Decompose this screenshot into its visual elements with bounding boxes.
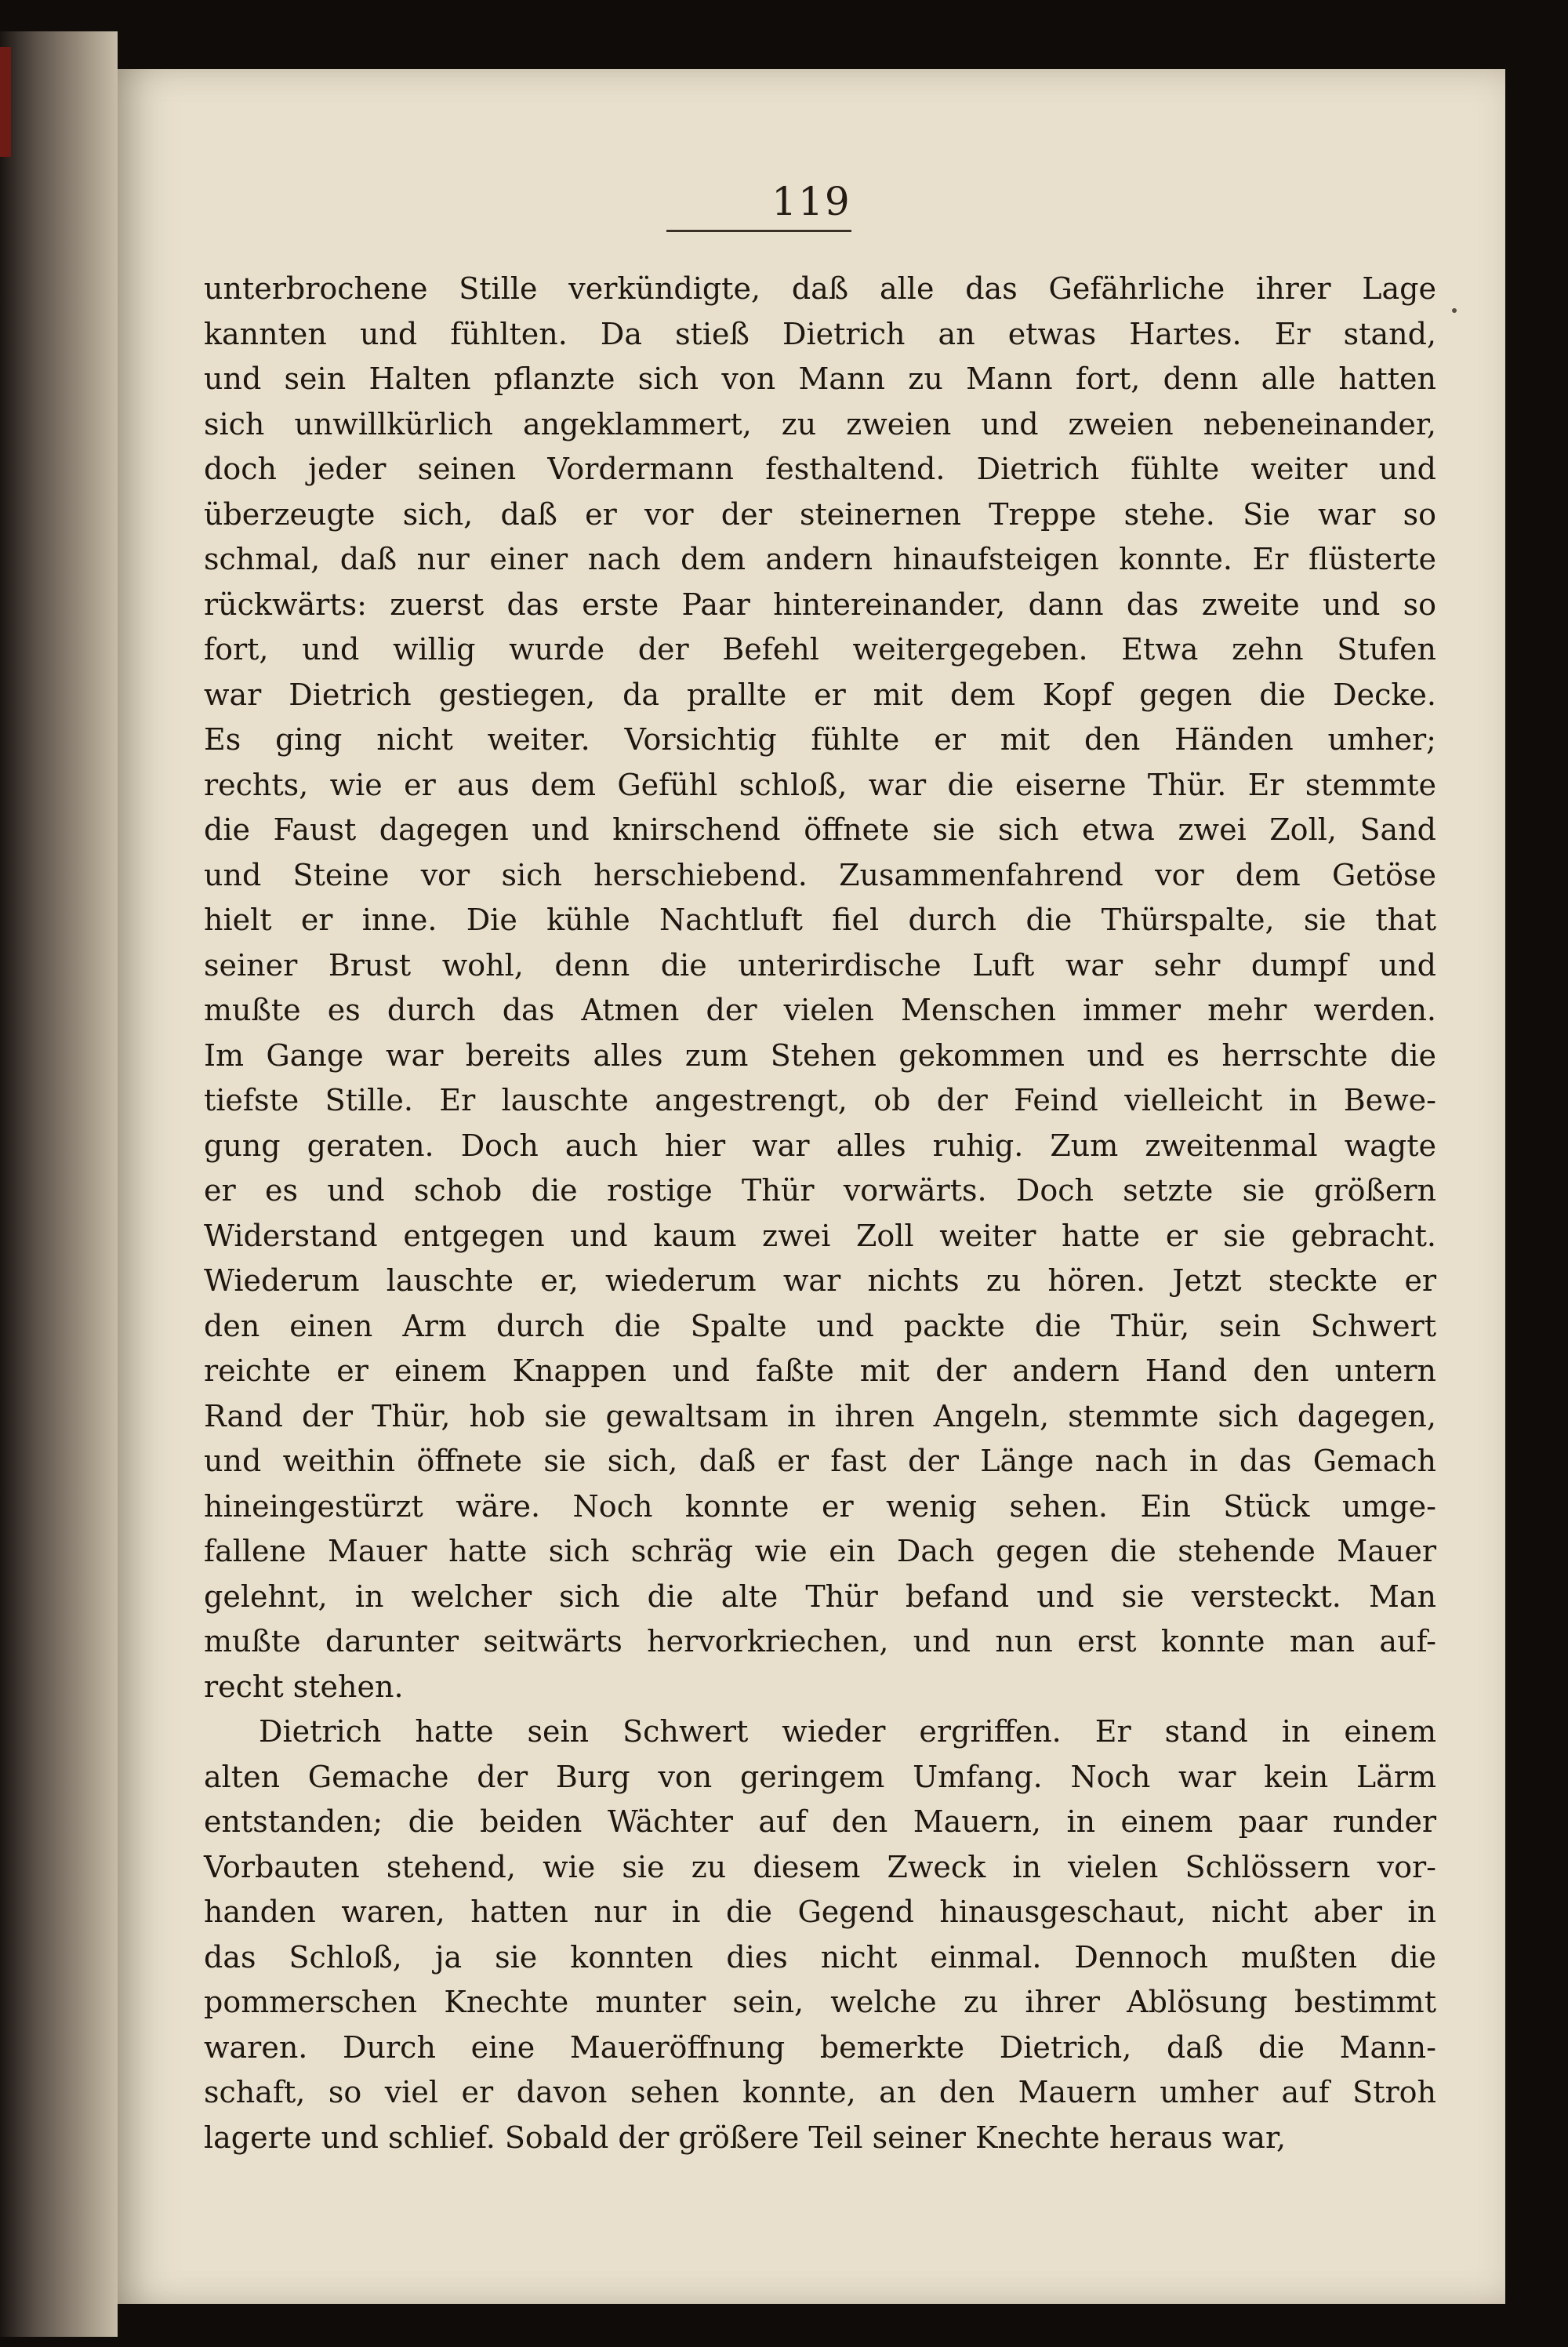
text-line: Dietrich hatte sein Schwert wieder ergriffen. Er stand in einem	[259, 1714, 1436, 1749]
text-line: unterbrochene Stille verkündigte, daß alle das Gefährliche ihrer Lage	[204, 271, 1436, 306]
text-line: recht stehen.	[204, 1669, 404, 1704]
text-line: doch jeder seinen Vordermann festhaltend. Dietrich fühlte weiter und	[204, 452, 1436, 486]
book-page	[118, 69, 1505, 2304]
paragraph	[204, 1709, 1436, 2160]
binding-edge-mark	[0, 47, 11, 157]
text-line: gelehnt, in welcher sich die alte Thür befand und sie versteckt. Man	[204, 1579, 1436, 1614]
text-line: rechts, wie er aus dem Gefühl schloß, war die eiserne Thür. Er stemmte	[204, 767, 1436, 802]
text-line: hineingestürzt wäre. Noch konnte er wenig sehen. Ein Stück umge-	[204, 1488, 1436, 1524]
text-line: und Steine vor sich herschiebend. Zusammenfahrend vor dem Getöse	[204, 857, 1436, 892]
text-line: kannten und fühlten. Da stieß Dietrich an etwas Hartes. Er stand,	[204, 316, 1436, 351]
text-line: Rand der Thür, hob sie gewaltsam in ihren Angeln, stemmte sich dagegen,	[204, 1398, 1436, 1433]
body-text	[204, 267, 1436, 2160]
text-line: rückwärts: zuerst das erste Paar hintereinander, dann das zweite und so	[204, 587, 1436, 622]
text-line: lagerte und schlief. Sobald der größere Teil seiner Knechte heraus war,	[204, 2120, 1287, 2155]
text-line: schaft, so viel er davon sehen konnte, an den Mauern umher auf Stroh	[204, 2075, 1436, 2109]
text-line: Vorbauten stehend, wie sie zu diesem Zweck in vielen Schlössern vor-	[204, 1849, 1436, 1884]
text-line: das Schloß, ja sie konnten dies nicht einmal. Dennoch mußten die	[204, 1939, 1436, 1975]
text-line: sich unwillkürlich angeklammert, zu zweien und zweien nebeneinander,	[204, 406, 1436, 441]
text-line: mußte es durch das Atmen der vielen Menschen immer mehr werden.	[204, 993, 1436, 1027]
text-line: schmal, daß nur einer nach dem andern hinaufsteigen konnte. Er flüsterte	[204, 542, 1436, 576]
text-line: gung geraten. Doch auch hier war alles ruhig. Zum zweitenmal wagte	[204, 1128, 1436, 1163]
text-line: überzeugte sich, daß er vor der steinernen Treppe stehe. Sie war so	[204, 496, 1436, 532]
text-line: handen waren, hatten nur in die Gegend hinausgeschaut, nicht aber in	[204, 1895, 1436, 1929]
paragraph	[204, 267, 1436, 1709]
text-line: und weithin öffnete sie sich, daß er fast der Länge nach in das Gemach	[204, 1444, 1436, 1478]
page-number: 119	[771, 179, 851, 224]
text-line: er es und schob die rostige Thür vorwärts. Doch setzte sie größern	[204, 1173, 1436, 1208]
text-line: waren. Durch eine Maueröffnung bemerkte Dietrich, daß die Mann-	[204, 2029, 1436, 2065]
book-binding	[0, 31, 118, 2337]
text-line: fallene Mauer hatte sich schräg wie ein Dach gegen die stehende Mauer	[204, 1534, 1436, 1568]
text-line: reichte er einem Knappen und faßte mit der andern Hand den untern	[204, 1353, 1436, 1388]
text-line: entstanden; die beiden Wächter auf den Mauern, in einem paar runder	[204, 1804, 1436, 1839]
text-line: pommerschen Knechte munter sein, welche zu ihrer Ablösung bestimmt	[204, 1985, 1436, 2019]
header-rule	[666, 230, 851, 232]
text-line: den einen Arm durch die Spalte und packte die Thür, sein Schwert	[204, 1308, 1436, 1343]
text-line: und sein Halten pflanzte sich von Mann zu Mann fort, denn alle hatten	[204, 361, 1436, 396]
text-line: fort, und willig wurde der Befehl weitergegeben. Etwa zehn Stufen	[204, 632, 1436, 667]
text-line: alten Gemache der Burg von geringem Umfang. Noch war kein Lärm	[204, 1759, 1436, 1794]
text-line: Wiederum lauschte er, wiederum war nichts zu hören. Jetzt steckte er	[204, 1263, 1436, 1298]
running-head	[118, 179, 1505, 224]
text-line: Es ging nicht weiter. Vorsichtig fühlte er mit den Händen umher;	[204, 722, 1436, 757]
text-line: seiner Brust wohl, denn die unterirdische Luft war sehr dumpf und	[204, 947, 1436, 983]
text-line: Widerstand entgegen und kaum zwei Zoll weiter hatte er sie gebracht.	[204, 1218, 1436, 1253]
text-line: hielt er inne. Die kühle Nachtluft fiel durch die Thürspalte, sie that	[204, 903, 1436, 937]
text-line: tiefste Stille. Er lauschte angestrengt, ob der Feind vielleicht in Bewe-	[204, 1083, 1436, 1117]
text-line: die Faust dagegen und knirschend öffnete sie sich etwa zwei Zoll, Sand	[204, 812, 1436, 847]
text-line: war Dietrich gestiegen, da prallte er mit dem Kopf gegen die Decke.	[204, 677, 1436, 712]
paper-speck	[1452, 308, 1457, 313]
text-line: Im Gange war bereits alles zum Stehen gekommen und es herrschte die	[204, 1037, 1436, 1073]
text-line: mußte darunter seitwärts hervorkriechen, und nun erst konnte man auf-	[204, 1624, 1436, 1659]
